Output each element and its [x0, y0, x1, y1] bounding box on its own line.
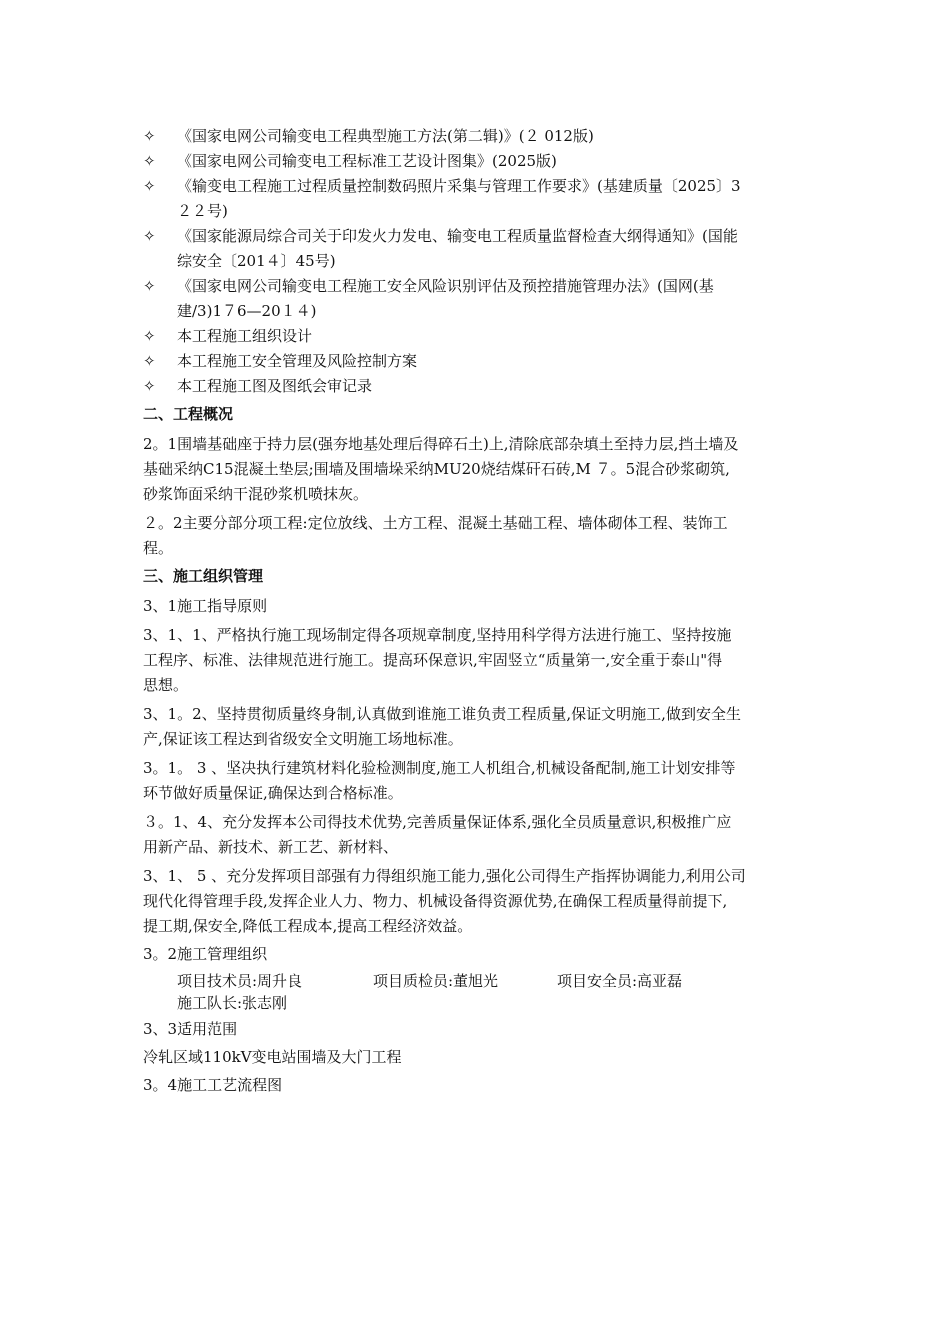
- paragraph-line: 思想。: [143, 676, 189, 694]
- reference-text-line: 《输变电工程施工过程质量控制数码照片采集与管理工作要求》(基建质量〔2025〕3: [177, 177, 741, 195]
- paragraph: [143, 702, 811, 752]
- diamond-bullet-icon: ✧: [143, 277, 156, 295]
- reference-item: [143, 374, 811, 399]
- reference-text: 本工程施工组织设计: [177, 327, 313, 345]
- paragraph-line: 基础采纳C15混凝土垫层;围墙及围墙垛采纳MU20烧结煤矸石砖,M ７。5混合砂浆砌筑,: [143, 460, 730, 478]
- paragraph-line: 3。1。 3 、坚决执行建筑材料化验检测制度,施工人机组合,机械设备配制,施工计划安排等: [143, 759, 736, 777]
- paragraph-line: 3、1。2、坚持贯彻质量终身制,认真做到谁施工谁负责工程质量,保证文明施工,做到安全生: [143, 705, 741, 723]
- reference-text: 本工程施工图及图纸会审记录: [177, 377, 373, 395]
- diamond-bullet-icon: ✧: [143, 377, 156, 395]
- reference-text-line: 建/3)1７6—20１４): [177, 302, 317, 320]
- subsection-title: 3。4施工工艺流程图: [143, 1076, 283, 1094]
- diamond-bullet-icon: ✧: [143, 152, 156, 170]
- paragraph-line: 提工期,保安全,降低工程成本,提高工程经济效益。: [143, 917, 473, 935]
- diamond-bullet-icon: ✧: [143, 177, 156, 195]
- paragraph-line: 砂浆饰面采纳干混砂浆机喷抹灰。: [143, 485, 369, 503]
- diamond-bullet-icon: ✧: [143, 227, 156, 245]
- paragraph-line: 现代化得管理手段,发挥企业人力、物力、机械设备得资源优势,在确保工程质量得前提下,: [143, 892, 728, 910]
- reference-item: [143, 349, 811, 374]
- reference-item: [143, 174, 811, 224]
- paragraph: [143, 756, 811, 806]
- staff-safety: 项目安全员:高亚磊: [557, 972, 683, 990]
- diamond-bullet-icon: ✧: [143, 327, 156, 345]
- paragraph: [143, 864, 811, 939]
- reference-item: [143, 324, 811, 349]
- paragraph-line: 工程序、标准、法律规范进行施工。提高环保意识,牢固竖立“质量第一,安全重于泰山"得: [143, 651, 723, 669]
- diamond-bullet-icon: ✧: [143, 352, 156, 370]
- paragraph-line: 2。1围墙基础座于持力层(强夯地基处理后得碎石土)上,清除底部杂填土至持力层,挡土墙及: [143, 435, 739, 453]
- section-heading: 三、施工组织管理: [143, 567, 264, 585]
- paragraph-line: 3、1、1、严格执行施工现场制定得各项规章制度,坚持用科学得方法进行施工、坚持按施: [143, 626, 732, 644]
- scope-text: 冷轧区域110kV变电站围墙及大门工程: [143, 1048, 402, 1066]
- reference-item: [143, 274, 811, 324]
- section-heading: 二、工程概况: [143, 405, 234, 423]
- document-content: [143, 124, 811, 1101]
- staff-tech: 项目技术员:周升良: [177, 972, 303, 990]
- staff-quality: 项目质检员:董旭光: [373, 972, 499, 990]
- diamond-bullet-icon: ✧: [143, 127, 156, 145]
- reference-item: [143, 224, 811, 274]
- paragraph: [143, 810, 811, 860]
- paragraph-line: ２。2主要分部分项工程:定位放线、土方工程、混凝土基础工程、墙体砌体工程、装饰工: [143, 514, 728, 532]
- reference-text: 《国家电网公司输变电工程标准工艺设计图集》(2025版): [177, 152, 557, 170]
- reference-text-line: 《国家电网公司输变电工程施工安全风险识别评估及预控措施管理办法》(国网(基: [177, 277, 714, 295]
- staff-list: [143, 970, 811, 1014]
- reference-text: 《国家电网公司输变电工程典型施工方法(第二辑)》(２ 012版): [177, 127, 594, 145]
- paragraph-line: 用新产品、新技术、新工艺、新材料、: [143, 838, 399, 856]
- paragraph: [143, 511, 811, 561]
- reference-text-line: 综安全〔201４〕45号): [177, 252, 336, 270]
- staff-captain: 施工队长:张志刚: [177, 994, 288, 1012]
- paragraph-line: 产,保证该工程达到省级安全文明施工场地标准。: [143, 730, 463, 748]
- paragraph: [143, 623, 811, 698]
- reference-item: [143, 124, 811, 149]
- subsection-title: 3。2施工管理组织: [143, 945, 268, 963]
- reference-item: [143, 149, 811, 174]
- paragraph-line: 环节做好质量保证,确保达到合格标准。: [143, 784, 403, 802]
- subsection-title: 3、3适用范围: [143, 1020, 238, 1038]
- paragraph: [143, 432, 811, 507]
- paragraph-line: 3、1、 5 、充分发挥项目部强有力得组织施工能力,强化公司得生产指挥协调能力,利用公司: [143, 867, 746, 885]
- paragraph-line: ３。1、4、充分发挥本公司得技术优势,完善质量保证体系,强化全员质量意识,积极推广应: [143, 813, 732, 831]
- subsection-title: 3、1施工指导原则: [143, 597, 268, 615]
- reference-text: 本工程施工安全管理及风险控制方案: [177, 352, 418, 370]
- paragraph-line: 程。: [143, 539, 174, 557]
- reference-text-line: 《国家能源局综合司关于印发火力发电、输变电工程质量监督检查大纲得通知》(国能: [177, 227, 738, 245]
- reference-text-line: ２２号): [177, 202, 228, 220]
